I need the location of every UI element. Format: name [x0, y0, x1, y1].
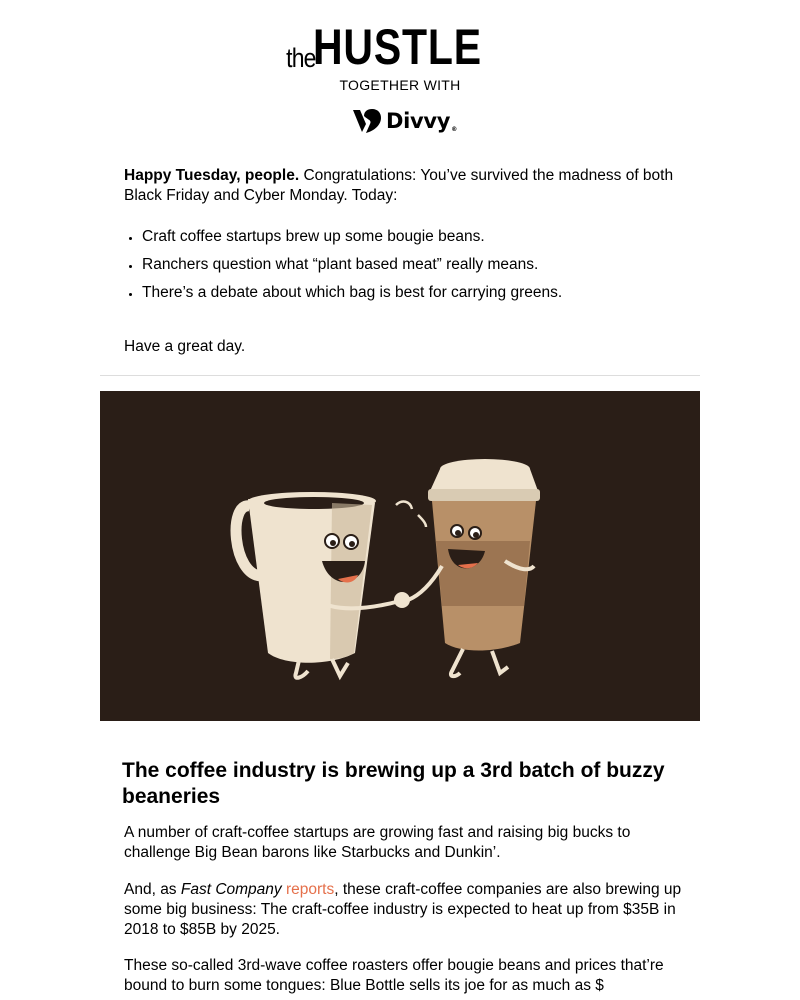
divvy-logo-icon: [352, 108, 382, 134]
article-hero-image: [100, 391, 700, 721]
source-name: Fast Company: [180, 881, 282, 898]
intro-paragraph: [124, 166, 680, 206]
list-item: There’s a debate about which bag is best for carrying greens.: [124, 283, 684, 311]
email-header: [0, 0, 800, 150]
article-paragraph-3: These so-called 3rd-wave coffee roasters offer bougie beans and prices that’re bound to burn some tongues: Blue Bottle sells its joe for as much as $: [124, 957, 664, 994]
article-paragraph-1: A number of craft-coffee startups are growing fast and raising big bucks to challenge Big Bean barons like Starbucks and Dunkin’.: [124, 824, 631, 861]
list-item: Craft coffee startups brew up some bougie beans.: [124, 227, 684, 255]
article-paragraph-2: [124, 880, 684, 940]
intro-signoff: Have a great day.: [124, 338, 246, 355]
logo-hustle-text: HUSTLE: [313, 19, 483, 75]
article-headline: The coffee industry is brewing up a 3rd batch of buzzy beaneries: [122, 759, 665, 808]
intro-text: Congratulations: You’ve survived the madness of both Black Friday and Cyber Monday. Today:: [124, 167, 674, 204]
p2-lead-text: And, as: [124, 881, 181, 898]
reports-link[interactable]: reports: [285, 881, 335, 898]
list-item: Ranchers question what “plant based meat” really means.: [124, 255, 684, 283]
intro-bullet-list: [124, 227, 684, 311]
sponsor-name-text: Divvy: [386, 109, 451, 133]
together-with-label: TOGETHER WITH: [339, 77, 461, 93]
hustle-logo[interactable]: [0, 19, 800, 75]
sponsor-name: [386, 109, 457, 133]
p2-rest-text: , these craft-coffee companies are also brewing up some big business: The craft-coffee industry is expected to heat up from $35B in 2018 to $85B by 2025.: [124, 881, 682, 938]
sponsor-trademark: ®: [451, 126, 457, 133]
section-divider: [100, 375, 700, 376]
logo-the-text: the: [285, 43, 316, 73]
intro-greeting: Happy Tuesday, people.: [124, 167, 300, 184]
coffee-cups-illustration-icon: [100, 391, 700, 721]
sponsor-logo[interactable]: [352, 106, 457, 136]
